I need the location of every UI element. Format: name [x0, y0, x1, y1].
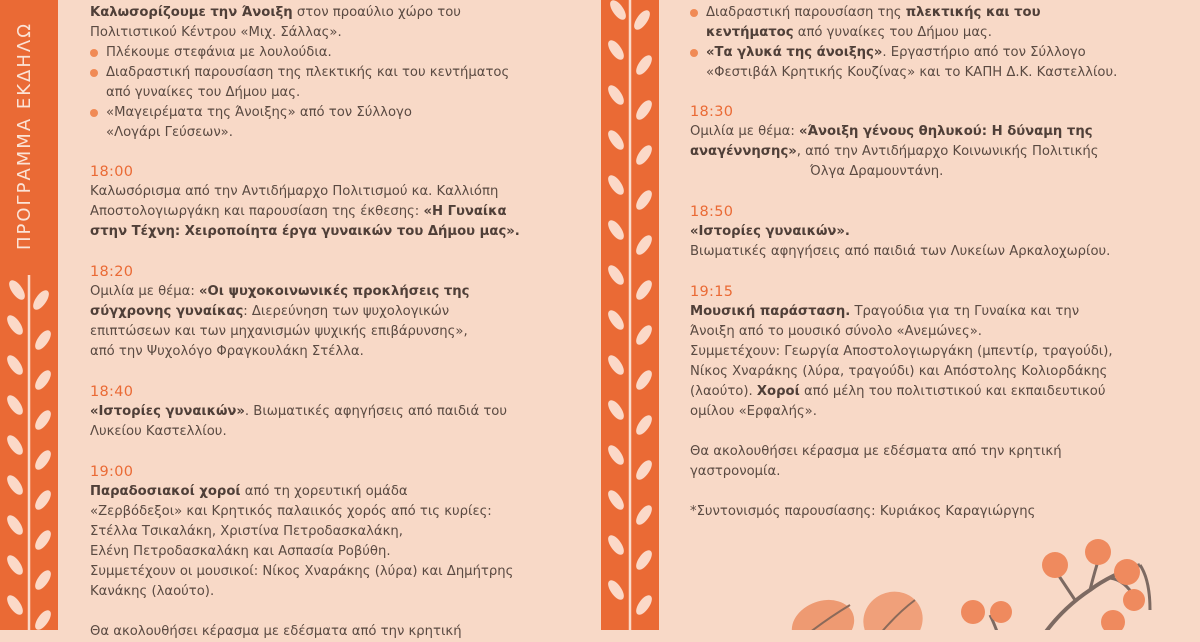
event-line — [90, 302, 550, 322]
coordination-note: *Συντονισμός παρουσίασης: Κυριάκος Καραγιώργης — [690, 504, 1036, 519]
event-1840 — [90, 382, 550, 442]
event-1850 — [690, 202, 1150, 262]
event-line: Συμμετέχουν: Γεωργία Αποστολογιωργάκη (μπεντίρ, τραγούδι), — [690, 344, 1113, 359]
event-line: Άνοιξη από το μουσικό σύνολο «Ανεμώνες». — [690, 324, 982, 339]
intro-line — [90, 3, 550, 23]
event-time: 18:20 — [90, 264, 134, 280]
bullet-text: . Εργαστήριο από τον Σύλλογο — [882, 45, 1086, 60]
event-line: Θα ακολουθήσει κέρασμα με εδέσματα από την κρητική — [90, 624, 462, 639]
event-1800 — [90, 162, 550, 242]
event-line: Λυκείου Καστελλίου. — [90, 424, 227, 439]
intro-text: στον προαύλιο χώρο του — [292, 5, 461, 20]
event-1900 — [90, 462, 550, 642]
left-accent-strip — [0, 0, 58, 630]
event-line: ομίλου «Ερφαλής». — [690, 404, 817, 419]
event-1830 — [690, 102, 1150, 182]
event-bold: Μουσική παράσταση. — [690, 304, 851, 319]
event-line: Όλγα Δραμουντάνη. — [810, 164, 944, 179]
event-line — [90, 482, 550, 502]
event-line: Συμμετέχουν οι μουσικοί: Νίκος Χναράκης (λύρα) και Δημήτρης — [90, 564, 514, 579]
list-item — [90, 103, 550, 143]
event-text: Αποστολογιωργάκη και παρουσίαση της έκθεσης: — [90, 204, 424, 219]
event-bold: αναγέννησης» — [690, 144, 797, 159]
event-line — [690, 382, 1150, 402]
bullet-dot-icon — [90, 49, 98, 57]
vertical-program-title: ΠΡΟΓΡΑΜΜΑ ΕΚΔΗΛΩ — [14, 22, 35, 250]
event-text: Ομιλία με θέμα: — [90, 284, 200, 299]
bullet-dot-icon — [90, 69, 98, 77]
right-bullets — [690, 3, 1150, 83]
leaf-branch-icon — [601, 0, 659, 630]
list-item — [690, 3, 1150, 43]
closing-note — [690, 442, 1150, 482]
event-line — [690, 122, 1150, 142]
bullet-bold: πλεκτικής και του — [905, 5, 1041, 20]
intro-block — [90, 3, 550, 143]
berry-branch-icon — [961, 539, 1150, 630]
bullet-text: «Λογάρι Γεύσεων». — [106, 125, 233, 140]
orange-leaf-icon — [785, 582, 932, 630]
event-line: «Ιστορίες γυναικών». — [690, 224, 850, 239]
event-bold: σύγχρονης γυναίκας — [90, 304, 244, 319]
list-item — [690, 43, 1150, 83]
event-text: , από την Αντιδήμαρχο Κοινωνικής Πολιτικής — [796, 144, 1099, 159]
event-bold: «Οι ψυχοκοινωνικές προκλήσεις της — [199, 284, 470, 299]
event-text: από τη χορευτική ομάδα — [240, 484, 408, 499]
intro-line-2: Πολιτιστικού Κέντρου «Μιχ. Σάλλας». — [90, 25, 342, 40]
bullet-dot-icon — [90, 109, 98, 117]
closing-line: γαστρονομία. — [690, 464, 781, 479]
event-line: από την Ψυχολόγο Φραγκουλάκη Στέλλα. — [90, 344, 364, 359]
event-line — [90, 402, 550, 422]
event-time: 18:40 — [90, 384, 134, 400]
event-line — [690, 142, 1150, 162]
event-line: επιπτώσεων και των μηχανισμών ψυχικής επιβάρυνσης», — [90, 324, 468, 339]
event-bold: «Ιστορίες γυναικών» — [90, 404, 245, 419]
event-line — [90, 202, 550, 222]
event-text: Τραγούδια για τη Γυναίκα και την — [850, 304, 1080, 319]
event-line: Κανάκης (λαούτο). — [90, 584, 215, 599]
event-text: . Βιωματικές αφηγήσεις από παιδιά του — [244, 404, 507, 419]
event-time: 18:00 — [90, 164, 134, 180]
event-text: : Διερεύνηση των ψυχολογικών — [243, 304, 450, 319]
event-time: 19:15 — [690, 284, 734, 300]
event-line: Νίκος Χναράκης (λύρα, τραγούδι) και Απόστολης Κολιορδάκης — [690, 364, 1108, 379]
bullet-text: «Μαγειρέματα της Άνοιξης» από τον Σύλλογο — [106, 105, 412, 120]
event-line: Ελένη Πετροδασκαλάκη και Ασπασία Ροβύθη. — [90, 544, 391, 559]
event-bold: Χοροί — [756, 384, 800, 399]
event-text: από μέλη του πολιτιστικού και εκπαιδευτικού — [799, 384, 1106, 399]
event-time: 18:50 — [690, 204, 734, 220]
event-1820 — [90, 262, 550, 362]
bullet-dot-icon — [690, 9, 698, 17]
event-line: στην Τέχνη: Χειροποίητα έργα γυναικών του Δήμου μας». — [90, 224, 520, 239]
event-line: Βιωματικές αφηγήσεις από παιδιά των Λυκείων Αρκαλοχωρίου. — [690, 244, 1111, 259]
event-line: Στέλλα Τσικαλάκη, Χριστίνα Πετροδασκαλάκη, — [90, 524, 403, 539]
event-bold: «Η Γυναίκα — [423, 204, 507, 219]
bullet-text: από γυναίκες του Δήμου μας. — [793, 25, 992, 40]
list-item — [90, 63, 550, 103]
event-1915 — [690, 282, 1150, 422]
bullet-text: Διαδραστική παρουσίαση της πλεκτικής και του κεντήματος — [106, 65, 510, 80]
closing-line: Θα ακολουθήσει κέρασμα με εδέσματα από την κρητική — [690, 444, 1062, 459]
bullet-text: από γυναίκες του Δήμου μας. — [106, 85, 301, 100]
event-time: 19:00 — [90, 464, 134, 480]
middle-accent-strip — [601, 0, 659, 630]
event-text: Ομιλία με θέμα: — [690, 124, 800, 139]
bullet-text: «Φεστιβάλ Κρητικής Κουζίνας» και το ΚΑΠΗ Δ.Κ. Καστελλίου. — [706, 65, 1118, 80]
intro-bold: Καλωσορίζουμε την Άνοιξη — [90, 5, 293, 20]
event-line: Καλωσόρισμα από την Αντιδήμαρχο Πολιτισμού κα. Καλλιόπη — [90, 184, 499, 199]
event-line — [90, 282, 550, 302]
bullet-dot-icon — [690, 49, 698, 57]
event-line: «Ζερβόδεξοι» και Κρητικός παλαιικός χορός από τις κυρίες: — [90, 504, 492, 519]
event-bold: Παραδοσιακοί χοροί — [90, 484, 241, 499]
bullet-text: Πλέκουμε στεφάνια με λουλούδια. — [106, 45, 332, 60]
event-text: (λαούτο). — [690, 384, 757, 399]
list-item — [90, 43, 550, 63]
bullet-text: Διαδραστική παρουσίαση της — [706, 5, 906, 20]
bullet-bold: «Τα γλυκά της άνοιξης» — [706, 45, 883, 60]
bullet-bold: κεντήματος — [706, 25, 794, 40]
event-time: 18:30 — [690, 104, 734, 120]
leaf-branch-icon — [0, 0, 58, 630]
event-line — [690, 302, 1150, 322]
event-bold: «Άνοιξη γένους θηλυκού: Η δύναμη της — [799, 124, 1093, 139]
